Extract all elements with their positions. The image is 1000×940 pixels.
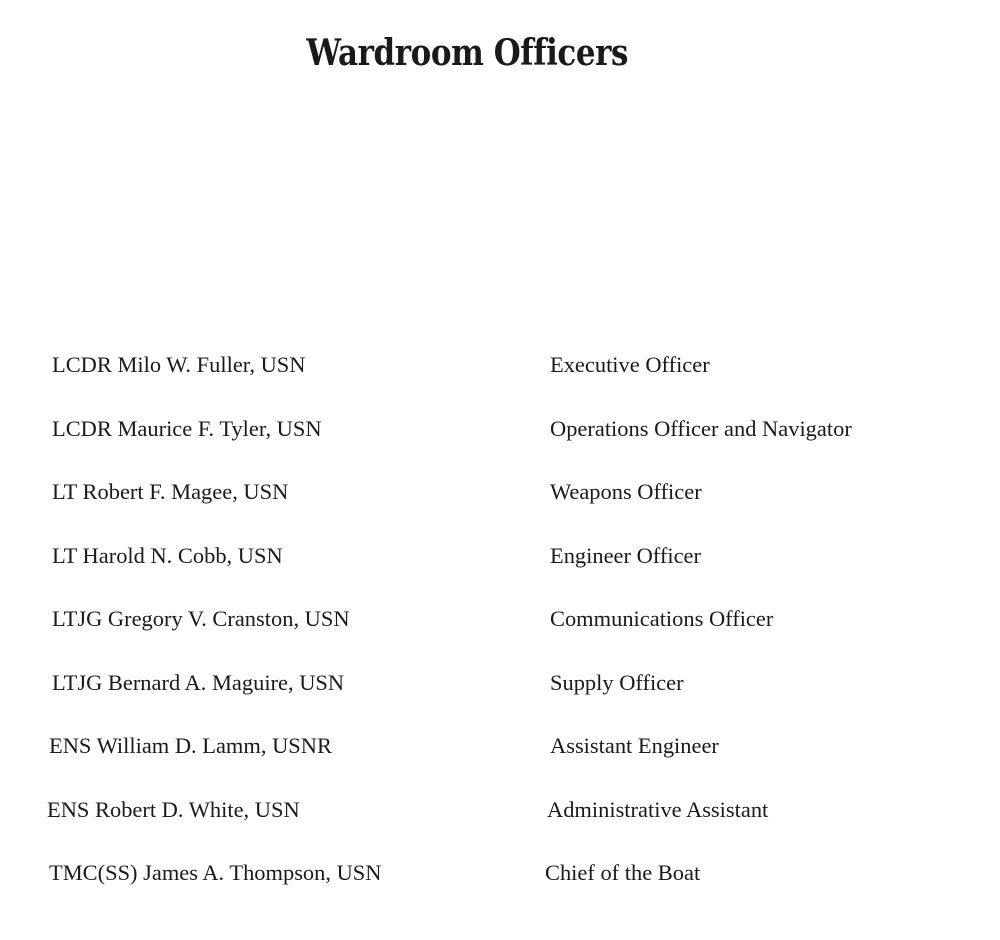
officer-role: Engineer Officer [550,542,701,568]
officer-name: TMC(SS) James A. Thompson, USN [49,860,382,885]
officer-row [0,352,1000,416]
officer-role: Executive Officer [550,352,710,377]
officer-row [0,670,1000,734]
officer-role: Communications Officer [550,606,774,631]
officer-row [0,606,1000,670]
officer-name: LCDR Maurice F. Tyler, USN [52,415,322,441]
officer-name: ENS Robert D. White, USN [47,796,300,822]
officer-row [0,797,1000,861]
officer-row [0,860,1000,924]
officer-role: Administrative Assistant [547,796,769,822]
officer-row [0,416,1000,480]
officer-row [0,479,1000,543]
officer-row [0,733,1000,797]
officer-name: LTJG Bernard A. Maguire, USN [52,669,345,695]
page-title [63,32,923,74]
officer-role: Supply Officer [550,669,684,695]
officer-role: Weapons Officer [550,479,702,504]
officer-name: LTJG Gregory V. Cranston, USN [52,606,350,631]
officer-name: ENS William D. Lamm, USNR [49,733,332,758]
officer-name: LT Robert F. Magee, USN [52,479,289,504]
officer-role: Assistant Engineer [550,733,719,758]
officer-row [0,543,1000,607]
officer-role: Operations Officer and Navigator [550,415,852,441]
officer-name: LCDR Milo W. Fuller, USN [52,352,306,377]
officer-roster [0,352,1000,924]
officer-name: LT Harold N. Cobb, USN [52,542,283,568]
officer-role: Chief of the Boat [545,860,701,885]
page-title-text: Wardroom Officers [306,32,628,74]
